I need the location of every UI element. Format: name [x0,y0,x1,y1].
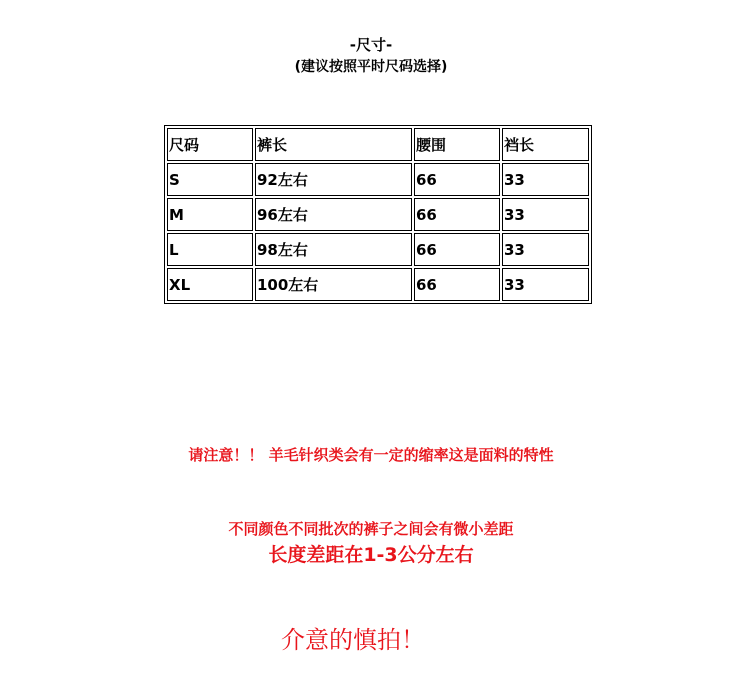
table-row [167,233,589,266]
batch-difference-notice: 不同颜色不同批次的裤子之间会有微小差距 [228,520,514,538]
table-cell: 33 [502,163,589,196]
table-cell: 33 [502,233,589,266]
column-header: 裤长 [255,128,412,161]
table-cell: L [167,233,253,266]
table-cell: 33 [502,198,589,231]
table-cell: S [167,163,253,196]
table-cell: 96左右 [255,198,412,231]
table-row [167,198,589,231]
table-cell: 92左右 [255,163,412,196]
table-cell: 66 [414,198,500,231]
shrinkage-notice: 请注意！！ 羊毛针织类会有一定的缩率这是面料的特性 [188,446,554,464]
column-header: 尺码 [167,128,253,161]
table-cell: XL [167,268,253,301]
table-cell: 98左右 [255,233,412,266]
table-cell: M [167,198,253,231]
table-cell: 66 [414,268,500,301]
table-header-row [167,128,589,161]
length-difference-notice: 长度差距在1-3公分左右 [268,544,474,566]
table-row [167,268,589,301]
table-cell: 33 [502,268,589,301]
caution-notice: 介意的慎拍！ [281,626,425,654]
table-cell: 100左右 [255,268,412,301]
table-cell: 66 [414,233,500,266]
column-header: 腰围 [414,128,500,161]
column-header: 裆长 [502,128,589,161]
size-table [164,125,592,304]
page-title: -尺寸- [349,36,393,54]
page-subtitle: (建议按照平时尺码选择) [294,59,448,75]
table-cell: 66 [414,163,500,196]
table-row [167,163,589,196]
